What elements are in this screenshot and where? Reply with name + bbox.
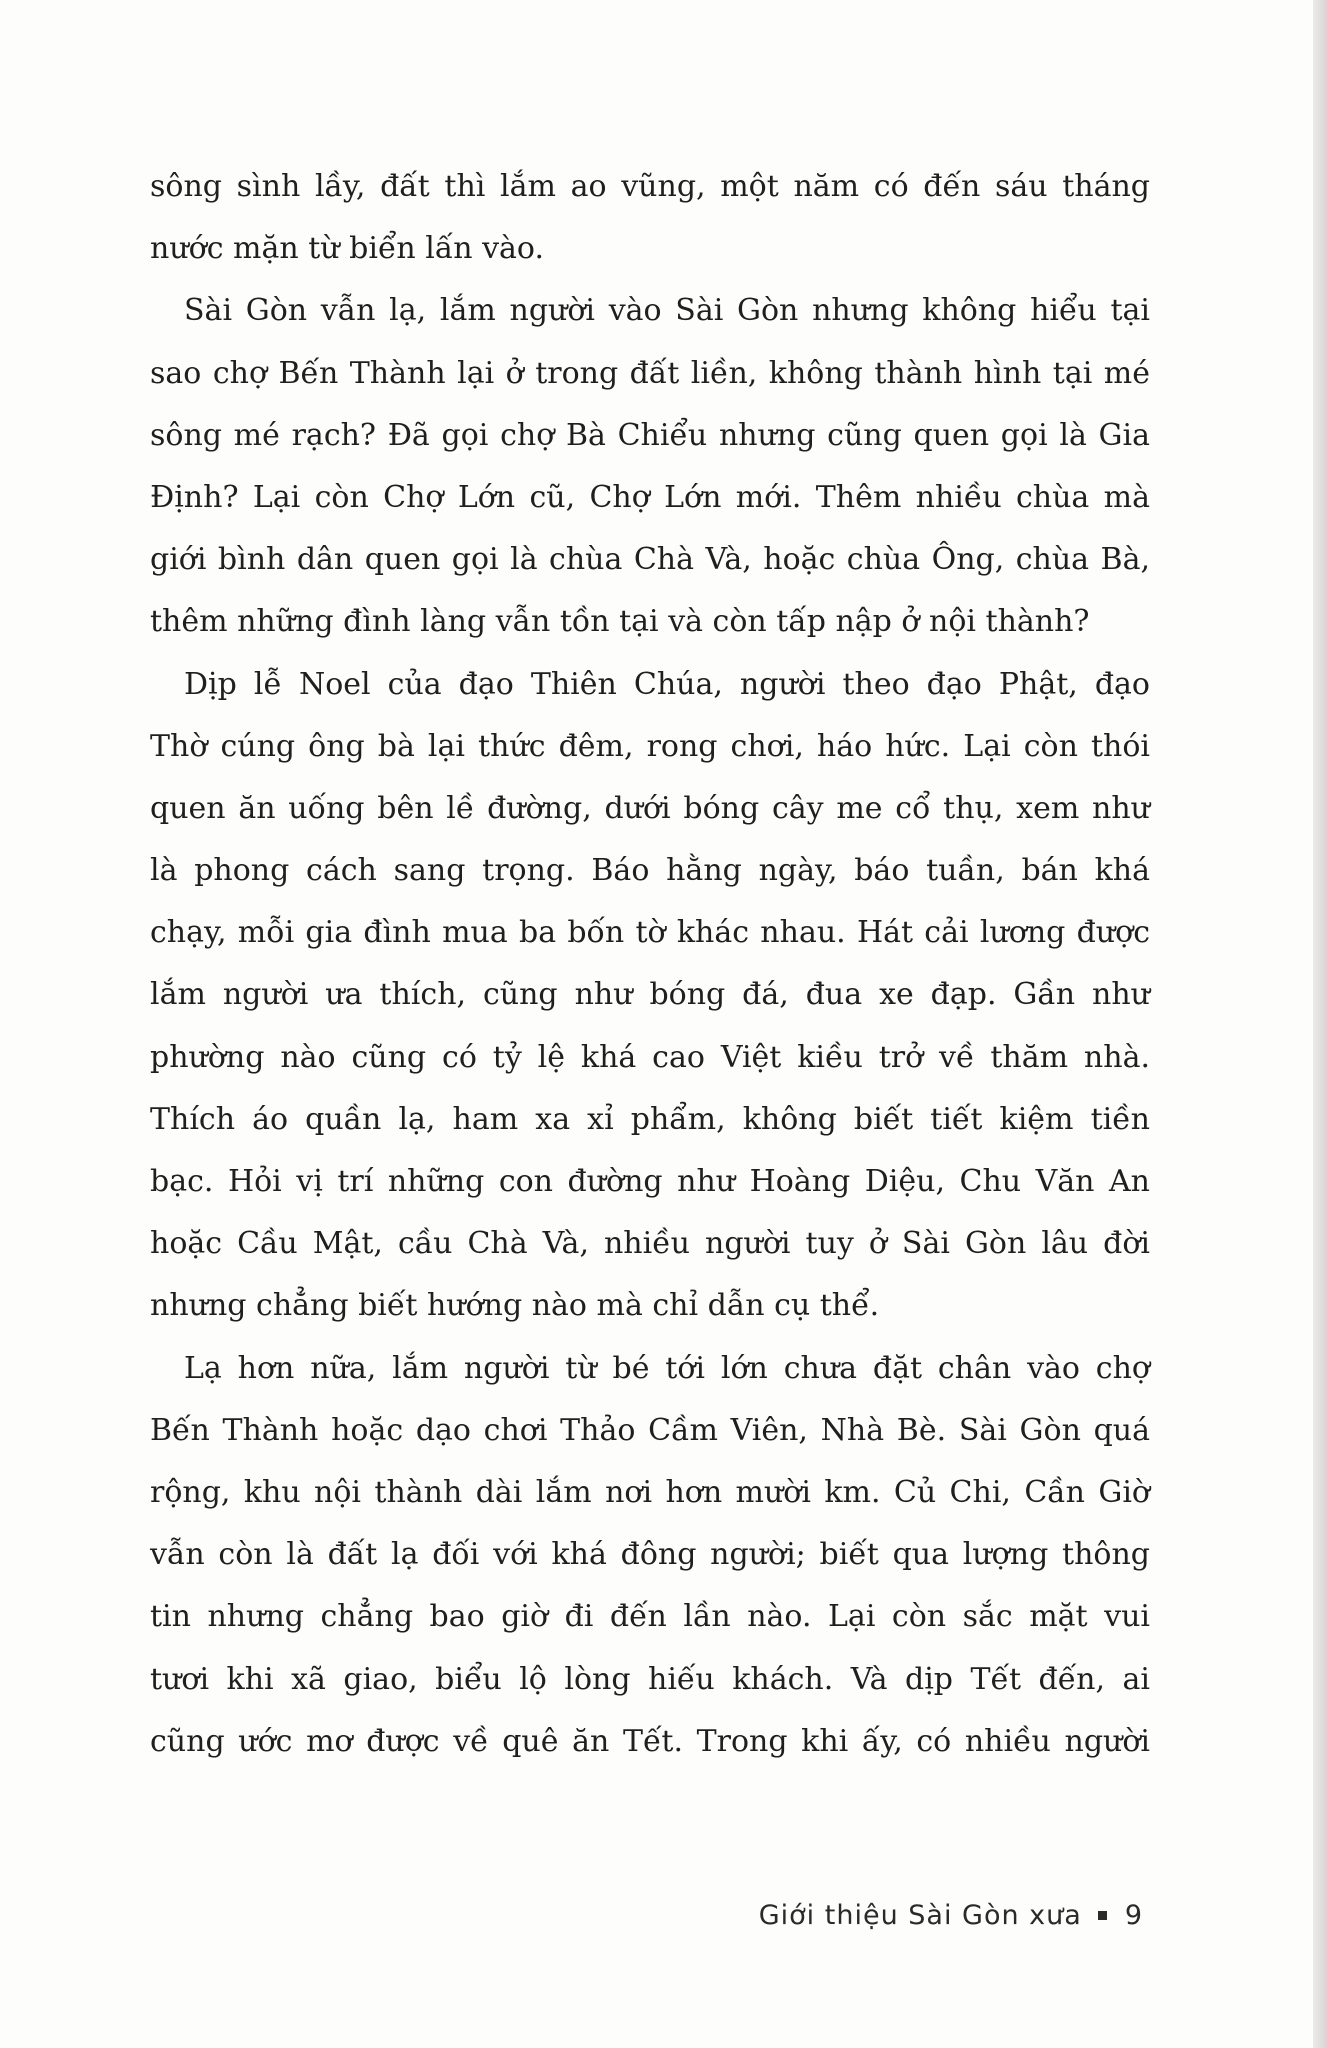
paragraph-first-line: Dịp lễ Noel của đạo Thiên Chúa, người theo đạo Phật, đạo: [184, 666, 1150, 702]
text-line: Định? Lại còn Chợ Lớn cũ, Chợ Lớn mới. Thêm nhiều chùa mà: [150, 479, 1150, 515]
text-line: thêm những đình làng vẫn tồn tại và còn tấp nập ở nội thành?: [150, 604, 1090, 640]
text-line: sông sình lầy, đất thì lắm ao vũng, một năm có đến sáu tháng: [150, 169, 1150, 204]
text-line: hoặc Cầu Mật, cầu Chà Và, nhiều người tuy ở Sài Gòn lâu đời: [150, 1226, 1150, 1262]
page-footer: [759, 1900, 1143, 1931]
text-line: chạy, mỗi gia đình mua ba bốn tờ khác nhau. Hát cải lương được: [150, 915, 1150, 951]
text-line: Thờ cúng ông bà lại thức đêm, rong chơi, háo hức. Lại còn thói: [150, 728, 1150, 764]
text-line: phường nào cũng có tỷ lệ khá cao Việt kiều trở về thăm nhà.: [150, 1039, 1150, 1075]
text-line: Thích áo quần lạ, ham xa xỉ phẩm, không biết tiết kiệm tiền: [150, 1101, 1150, 1137]
text-line: Bến Thành hoặc dạo chơi Thảo Cầm Viên, Nhà Bè. Sài Gòn quá: [150, 1412, 1150, 1448]
page-edge-shadow: [1313, 0, 1327, 2048]
text-line: sao chợ Bến Thành lại ở trong đất liền, không thành hình tại mé: [150, 355, 1150, 391]
paragraph-first-line: Sài Gòn vẫn lạ, lắm người vào Sài Gòn nhưng không hiểu tại: [184, 293, 1150, 329]
text-line: cũng ước mơ được về quê ăn Tết. Trong khi ấy, có nhiều người: [150, 1723, 1150, 1759]
body-text: [150, 156, 1150, 1773]
text-line: tin nhưng chẳng bao giờ đi đến lần nào. Lại còn sắc mặt vui: [150, 1599, 1150, 1635]
text-line: nhưng chẳng biết hướng nào mà chỉ dẫn cụ thể.: [150, 1288, 880, 1324]
square-bullet-icon: [1098, 1911, 1107, 1920]
page-number: 9: [1124, 1900, 1143, 1931]
text-line: bạc. Hỏi vị trí những con đường như Hoàng Diệu, Chu Văn An: [150, 1164, 1150, 1199]
text-line: giới bình dân quen gọi là chùa Chà Và, hoặc chùa Ông, chùa Bà,: [150, 542, 1150, 578]
text-line: lắm người ưa thích, cũng như bóng đá, đua xe đạp. Gần như: [150, 977, 1150, 1013]
text-line: nước mặn từ biển lấn vào.: [150, 231, 544, 267]
text-line: là phong cách sang trọng. Báo hằng ngày, báo tuần, bán khá: [150, 853, 1150, 889]
text-line: quen ăn uống bên lề đường, dưới bóng cây me cổ thụ, xem như: [150, 790, 1150, 826]
text-line: sông mé rạch? Đã gọi chợ Bà Chiểu nhưng cũng quen gọi là Gia: [150, 417, 1150, 453]
running-title: Giới thiệu Sài Gòn xưa: [758, 1900, 1082, 1931]
text-line: rộng, khu nội thành dài lắm nơi hơn mười km. Củ Chi, Cần Giờ: [150, 1474, 1150, 1510]
text-line: vẫn còn là đất lạ đối với khá đông người; biết qua lượng thông: [150, 1537, 1150, 1573]
paragraph-first-line: Lạ hơn nữa, lắm người từ bé tới lớn chưa đặt chân vào chợ: [184, 1350, 1150, 1386]
text-line: tươi khi xã giao, biểu lộ lòng hiếu khách. Và dịp Tết đến, ai: [150, 1661, 1150, 1697]
